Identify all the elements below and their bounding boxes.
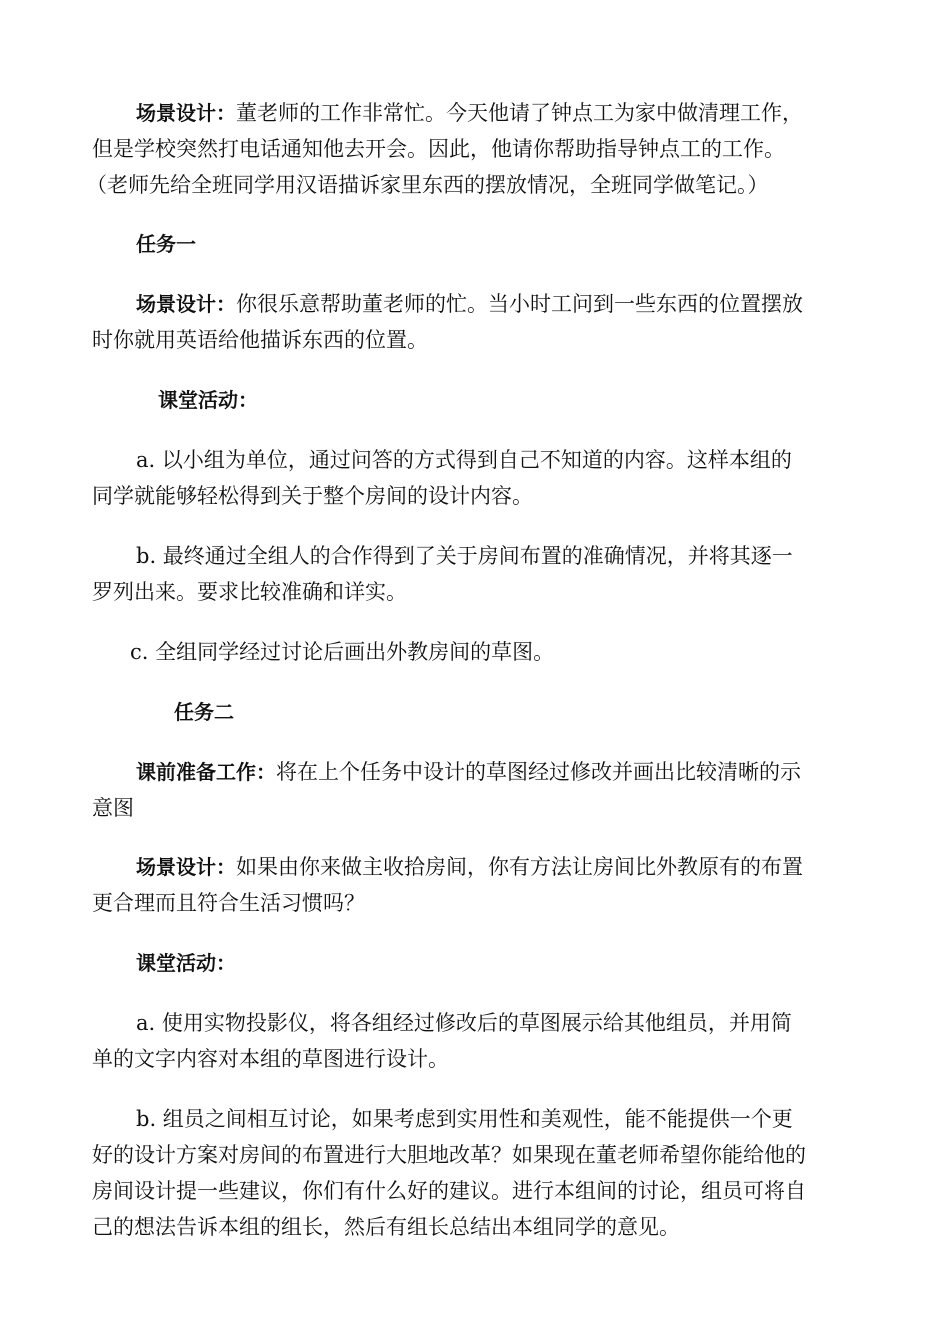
activity-item-c-1 — [92, 634, 862, 670]
paragraph-line: 你很乐意帮助董老师的忙。当小时工问到一些东西的位置摆放 — [236, 292, 803, 316]
paragraph-line: 但是学校突然打电话通知他去开会。因此，他请你帮助指导钟点工的工作。 — [92, 137, 785, 161]
scene-design-paragraph-2 — [92, 286, 862, 358]
prep-work-paragraph — [92, 754, 862, 826]
activity-item-a-1 — [92, 442, 862, 514]
activity-item-b-2 — [92, 1101, 862, 1245]
task-heading: 任务二 — [174, 700, 234, 724]
paragraph-line: 更合理而且符合生活习惯吗？ — [92, 891, 365, 915]
scene-design-paragraph-1 — [86, 95, 862, 203]
task-two-heading — [92, 694, 862, 730]
task-one-heading — [92, 226, 862, 262]
activity-heading: 课堂活动： — [158, 388, 258, 412]
paragraph-line: a. 以小组为单位，通过问答的方式得到自己不知道的内容。这样本组的 — [136, 448, 792, 472]
paragraph-line: c. 全组同学经过讨论后画出外教房间的草图。 — [130, 640, 555, 664]
paragraph-line: b. 组员之间相互讨论，如果考虑到实用性和美观性，能不能提供一个更 — [136, 1107, 793, 1131]
activity-heading: 课堂活动： — [136, 951, 236, 975]
scene-design-label: 场景设计： — [136, 292, 236, 316]
scene-design-paragraph-3 — [92, 849, 862, 921]
class-activity-heading-1 — [92, 382, 862, 418]
paragraph-line: 好的设计方案对房间的布置进行大胆地改革？如果现在董老师希望你能给他的 — [92, 1143, 806, 1167]
paragraph-line: a. 使用实物投影仪，将各组经过修改后的草图展示给其他组员，并用简 — [136, 1011, 792, 1035]
paragraph-line: 房间设计提一些建议，你们有什么好的建议。进行本组间的讨论，组员可将自 — [92, 1179, 806, 1203]
paragraph-line: 意图 — [92, 796, 134, 820]
paragraph-line: 将在上个任务中设计的草图经过修改并画出比较清晰的示 — [276, 760, 801, 784]
paragraph-line: 如果由你来做主收拾房间，你有方法让房间比外教原有的布置 — [236, 855, 803, 879]
paragraph-line: 己的想法告诉本组的组长，然后有组长总结出本组同学的意见。 — [92, 1215, 680, 1239]
task-heading: 任务一 — [136, 232, 196, 256]
activity-item-b-1 — [92, 538, 862, 610]
scene-design-label: 场景设计： — [136, 855, 236, 879]
class-activity-heading-2 — [92, 945, 862, 981]
paragraph-line: 单的文字内容对本组的草图进行设计。 — [92, 1047, 449, 1071]
paragraph-line: 同学就能够轻松得到关于整个房间的设计内容。 — [92, 484, 533, 508]
paragraph-line: b. 最终通过全组人的合作得到了关于房间布置的准确情况，并将其逐一 — [136, 544, 793, 568]
paragraph-line: 董老师的工作非常忙。今天他请了钟点工为家中做清理工作， — [236, 101, 803, 125]
paragraph-line: 时你就用英语给他描诉东西的位置。 — [92, 328, 428, 352]
scene-design-label: 场景设计： — [136, 101, 236, 125]
activity-item-a-2 — [92, 1005, 862, 1077]
paragraph-line: （老师先给全班同学用汉语描诉家里东西的摆放情况，全班同学做笔记。） — [86, 173, 769, 197]
paragraph-line: 罗列出来。要求比较准确和详实。 — [92, 580, 407, 604]
prep-work-label: 课前准备工作： — [136, 760, 276, 784]
